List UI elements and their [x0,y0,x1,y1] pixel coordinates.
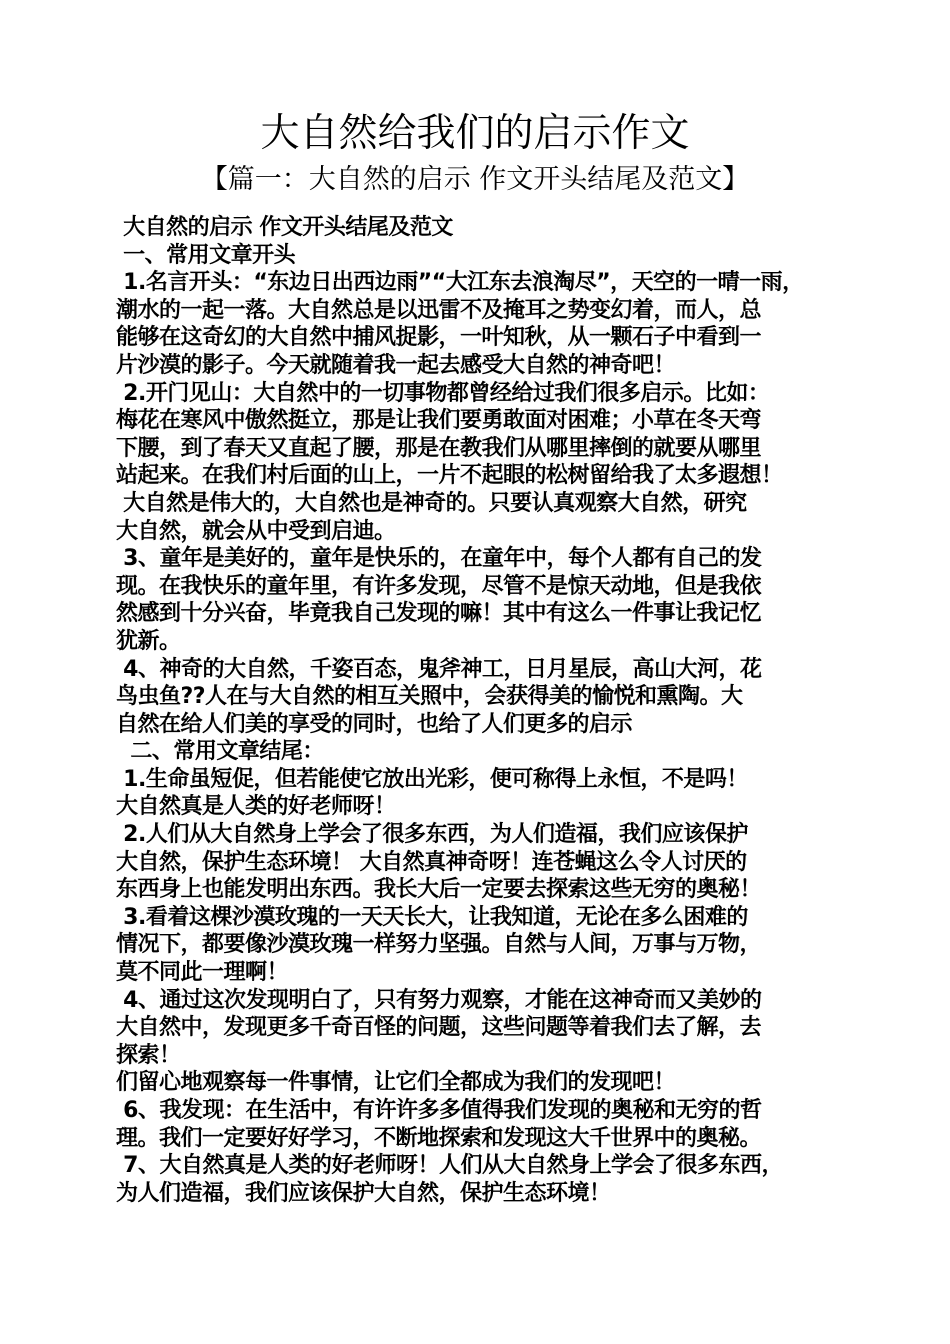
text-line: 下腰，到了春天又直起了腰，那是在教我们从哪里摔倒的就要从哪里 [116,435,762,461]
text-line: 4、通过这次发现明白了，只有努力观察，才能在这神奇而又美妙的 [116,987,762,1013]
text-line: 大自然，保护生态环境！ 大自然真神奇呀！连苍蝇这么令人讨厌的 [116,849,747,875]
text-line: 3.看着这棵沙漠玫瑰的一天天长大，让我知道，无论在多么困难的 [116,904,748,930]
text-line: 能够在这奇幻的大自然中捕风捉影，一叶知秋，从一颗石子中看到一 [116,325,762,351]
text-line: 一、常用文章开头 [116,242,296,268]
text-line: 然感到十分兴奋，毕竟我自己发现的嘛！其中有这么一件事让我记忆 [116,601,762,627]
document-subtitle: 【篇一：大自然的启示 作文开头结尾及范文】 [200,164,750,195]
text-line: 鸟虫鱼??人在与大自然的相互关照中，会获得美的愉悦和熏陶。大 [116,684,743,710]
text-line: 大自然是伟大的，大自然也是神奇的。只要认真观察大自然，研究 [116,490,747,516]
text-line: 6、我发现：在生活中，有许许多多值得我们发现的奥秘和无穷的哲 [116,1098,762,1123]
text-line: 自然在给人们美的享受的同时，也给了人们更多的启示 [116,711,633,737]
text-line: 们留心地观察每一件事情，让它们全都成为我们的发现吧！ [116,1070,676,1096]
text-line: 3、童年是美好的，童年是快乐的，在童年中，每个人都有自己的发 [116,546,762,572]
text-line: 片沙漠的影子。今天就随着我一起去感受大自然的神奇吧！ [116,352,676,378]
text-line: 为人们造福，我们应该保护大自然，保护生态环境！ [116,1180,611,1206]
text-line: 理。我们一定要好好学习，不断地探索和发现这大千世界中的奥秘。 [116,1125,762,1151]
text-line: 大自然真是人类的好老师呀！ [116,794,396,820]
text-line: 莫不同此一理啊！ [116,960,289,986]
text-line: 7、大自然真是人类的好老师呀！人们从大自然身上学会了很多东西， [116,1153,783,1179]
text-line: 2.开门见山：大自然中的一切事物都曾经给过我们很多启示。比如： [116,380,770,406]
text-line: 现。在我快乐的童年里，有许多发现，尽管不是惊天动地，但是我依 [116,573,762,599]
document-title: 大自然给我们的启示作文 [260,111,690,156]
text-line: 二、常用文章结尾： [116,739,324,765]
document-body [116,214,850,1207]
text-line: 大自然中，发现更多千奇百怪的问题，这些问题等着我们去了解，去 [116,1015,762,1041]
text-line: 4、神奇的大自然，千姿百态，鬼斧神工，日月星辰，高山大河，花 [116,656,762,682]
text-line: 梅花在寒风中傲然挺立，那是让我们要勇敢面对困难；小草在冬天弯 [116,408,762,434]
text-line: 2.人们从大自然身上学会了很多东西，为人们造福，我们应该保护 [116,822,748,848]
text-line: 大自然的启示 作文开头结尾及范文 [116,215,453,240]
text-line: 探索！ [116,1042,181,1068]
text-line: 犹新。 [116,628,181,654]
text-line: 大自然，就会从中受到启迪。 [116,518,396,544]
text-line: 东西身上也能发明出东西。我长大后一定要去探索这些无穷的奥秘！ [116,877,762,903]
text-line: 潮水的一起一落。大自然总是以迅雷不及掩耳之势变幻着，而人，总 [116,297,762,323]
text-line: 情况下，都要像沙漠玫瑰一样努力坚强。自然与人间，万事与万物， [116,932,762,958]
text-line: 站起来。在我们村后面的山上，一片不起眼的松树留给我了太多遐想！ [116,463,783,489]
text-line: 1.名言开头：“东边日出西边雨”“大江东去浪淘尽”，天空的一晴一雨， [116,270,804,296]
text-line: 1.生命虽短促，但若能使它放出光彩，便可称得上永恒，不是吗！ [116,766,748,792]
